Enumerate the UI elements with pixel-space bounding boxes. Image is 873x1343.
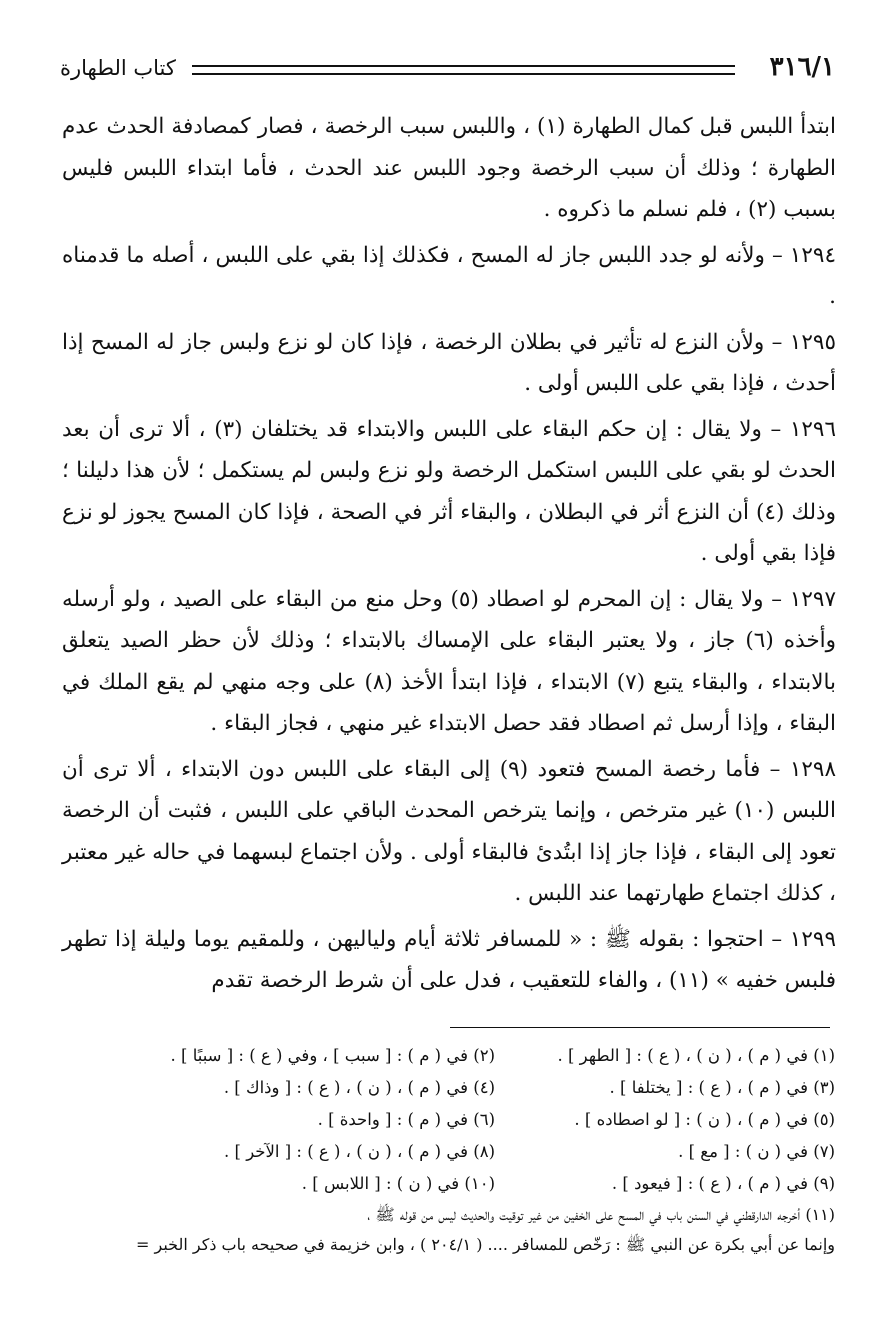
- paragraph: ١٢٩٦ – ولا يقال : إن حكم البقاء على اللبس والابتداء قد يختلفان (٣) ، ألا ترى أن بعد الحدث لو بقي على اللبس استكمل الرخصة ولو نزع ولبس لم يستكمل ؛ لأن هذا دليلنا ؛ وذلك (٤) أن النزع أثر في البطلان ، والبقاء أثر في الصحة ، فإذا كان المسح يجوز لو نزع فإذا بقي أولى .: [62, 416, 837, 566]
- footnote: (١٠) في ( ن ) : [ اللابس ] .: [301, 1174, 495, 1193]
- footnote-long-line: (١١) أخرجه الدارقطني في السنن باب في المسح على الخفين من غير توقيت والحديث ليس من قوله ﷺ ،: [367, 1205, 835, 1224]
- footnote-row: [40, 1168, 835, 1200]
- footnote: (٤) في ( م ) ، ( ن ) ، ( ع ) : [ وذاك ] .: [223, 1078, 495, 1097]
- footnote-row: [40, 1136, 835, 1168]
- footnote: (٩) في ( م ) ، ( ع ) : [ فيعود ] .: [611, 1174, 835, 1193]
- paragraph: ١٢٩٥ – ولأن النزع له تأثير في بطلان الرخصة ، فإذا كان لو نزع ولبس جاز له المسح إذا أحدث ، فإذا بقي على اللبس أولى .: [62, 329, 836, 396]
- page-header: [60, 48, 835, 92]
- header-double-rule: [192, 65, 735, 75]
- footnote-row: [40, 1104, 835, 1136]
- footnote-long-line: وإنما عن أبي بكرة عن النبي ﷺ : رَخّص للمسافر .... ( ٢٠٤/١ ) ، وابن خزيمة في صحيحه باب ذكر الخبر =: [136, 1235, 835, 1254]
- book-title: كتاب الطهارة: [60, 56, 176, 80]
- footnote: (٣) في ( م ) ، ( ع ) : [ يختلفا ] .: [609, 1078, 835, 1097]
- paragraph: ١٢٩٩ – احتجوا : بقوله ﷺ : « للمسافر ثلاثة أيام ولياليهن ، وللمقيم يوما وليلة إذا تطهر فلبس خفيه » (١١) ، والفاء للتعقيب ، فدل على أن شرط الرخصة تقدم: [62, 926, 836, 993]
- footnote: (١) في ( م ) ، ( ن ) ، ( ع ) : [ الطهر ] .: [557, 1046, 835, 1065]
- footnote: (٧) في ( ن ) : [ مع ] .: [678, 1142, 835, 1161]
- main-text: [62, 106, 836, 1006]
- footnote: (٥) في ( م ) ، ( ن ) : [ لو اصطاده ] .: [574, 1110, 835, 1129]
- footnote-separator: [450, 1027, 830, 1028]
- footnote: (٦) في ( م ) : [ واحدة ] .: [317, 1110, 495, 1129]
- footnotes: [40, 1040, 835, 1260]
- footnote-row: [40, 1072, 835, 1104]
- footnote: (٨) في ( م ) ، ( ن ) ، ( ع ) : [ الآخر ] .: [224, 1142, 495, 1161]
- footnote-row: [40, 1040, 835, 1072]
- page-number: ٣١٦/١: [769, 52, 835, 82]
- paragraph: ١٢٩٤ – ولأنه لو جدد اللبس جاز له المسح ، فكذلك إذا بقي على اللبس ، أصله ما قدمناه .: [62, 242, 836, 309]
- paragraph: ابتدأ اللبس قبل كمال الطهارة (١) ، واللبس سبب الرخصة ، فصار كمصادفة الحدث عدم الطهارة ؛ وذلك أن سبب الرخصة وجود اللبس عند الحدث ، فأما ابتداء اللبس فليس بسبب (٢) ، فلم نسلم ما ذكروه .: [62, 114, 836, 222]
- paragraph: ١٢٩٨ – فأما رخصة المسح فتعود (٩) إلى البقاء على اللبس دون الابتداء ، ألا ترى أن اللبس (١٠) غير مترخص ، وإنما يترخص المحدث الباقي على اللبس ، فثبت أن الرخصة تعود إلى البقاء ، فإذا جاز إذا ابتُدئ فالبقاء أولى . ولأن اجتماع لبسهما في حاله غير معتبر ، كذلك اجتماع طهارتهما عند اللبس .: [62, 756, 837, 906]
- footnote: (٢) في ( م ) : [ سبب ] ، وفي ( ع ) : [ سببًا ] .: [170, 1046, 495, 1065]
- paragraph: ١٢٩٧ – ولا يقال : إن المحرم لو اصطاد (٥) وحل منع من البقاء على الصيد ، ولو أرسله وأخذه (٦) جاز ، ولا يعتبر البقاء على الإمساك بالابتداء ؛ وذلك لأن حظر الصيد يتعلق بالابتداء ، والبقاء يتبع (٧) الابتداء ، فإذا ابتدأ الأخذ (٨) على وجه منهي لم يقع الملك في البقاء ، وإذا أرسل ثم اصطاد فقد حصل الابتداء غير منهي ، فجاز البقاء .: [62, 586, 836, 736]
